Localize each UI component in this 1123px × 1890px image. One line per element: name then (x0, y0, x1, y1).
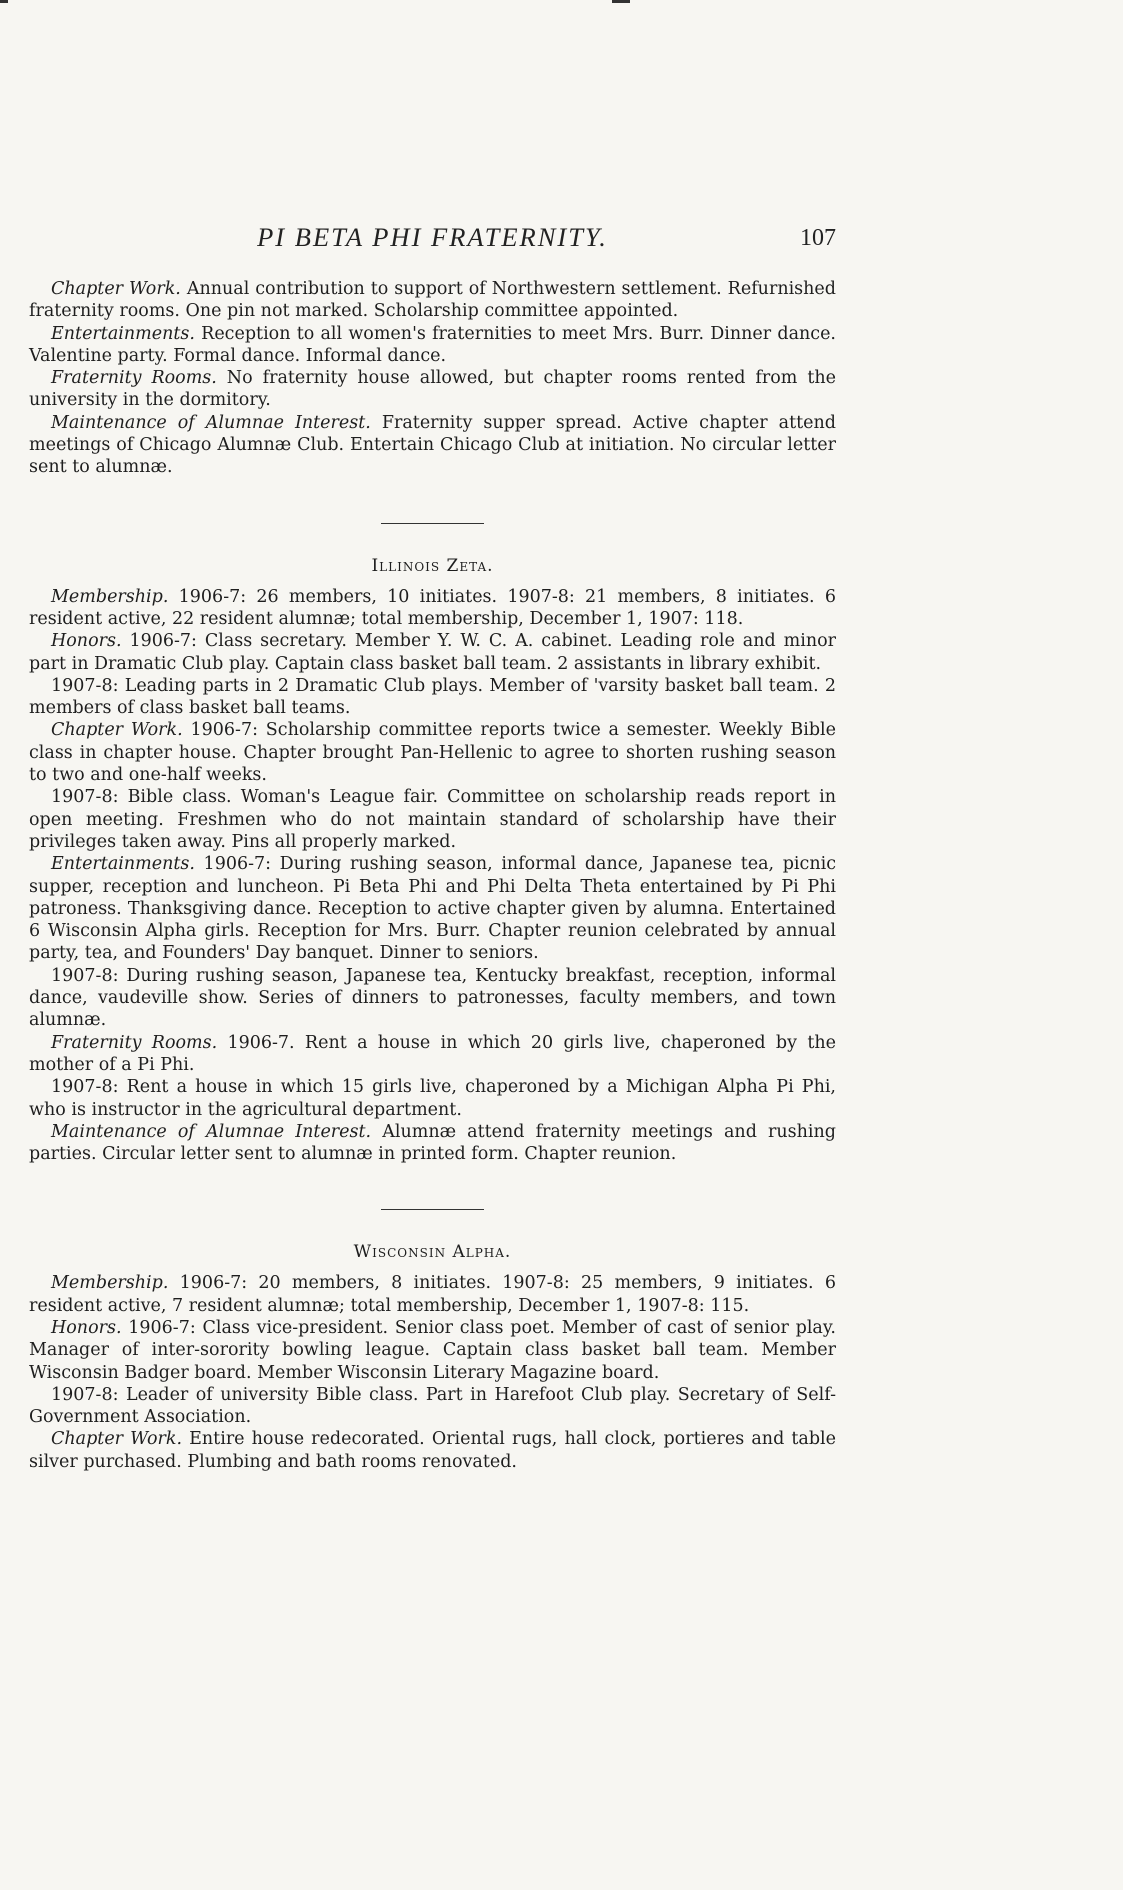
paragraph-text: 1906-7: 26 members, 10 initiates. 1907-8: 21 members, 8 initiates. 6 resident active, 22 resident alumnæ; total membership, December 1, 1907: 118. (29, 586, 836, 629)
section-divider (381, 1209, 484, 1210)
paragraph-text: Entire house redecorated. Oriental rugs, hall clock, portieres and table silver purchased. Plumbing and bath rooms renovated. (29, 1429, 836, 1472)
page-number: 107 (800, 225, 836, 251)
paragraph-label: Membership. (51, 1273, 169, 1294)
section-divider (381, 523, 484, 524)
paragraph-text: 1907-8: Rent a house in which 15 girls live, chaperoned by a Michigan Alpha Pi Phi, who is instructor in the agricultural department. (29, 1077, 836, 1120)
paragraph-text: 1906-7. Rent a house in which 20 girls live, chaperoned by the mother of a Pi Phi. (29, 1032, 836, 1075)
paragraph (29, 1121, 836, 1166)
paragraph (29, 1076, 836, 1121)
paragraph-text: No fraternity house allowed, but chapter rooms rented from the university in the dormitory. (29, 368, 837, 411)
paragraph-text: 1906-7: Class vice-president. Senior class poet. Member of cast of senior play. Manager of inter-sorority bowling league. Captain class basket ball team. Member Wisconsin Badger board. Member Wisconsin Literary Magazine board. (29, 1317, 836, 1383)
scan-edge-mark (612, 0, 630, 3)
paragraph-text: 1906-7: Scholarship committee reports twice a semester. Weekly Bible class in chapter house. Chapter brought Pan-Hellenic to agree to shorten rushing season to two and one-half weeks. (29, 720, 836, 786)
paragraph (29, 1428, 836, 1473)
paragraph-label: Honors. (51, 1317, 122, 1338)
paragraph-text: 1907-8: Leader of university Bible class. Part in Harefoot Club play. Secretary of Self-Government Association. (29, 1384, 836, 1428)
page-title: PI BETA PHI FRATERNITY. (257, 222, 608, 252)
running-header (29, 222, 836, 256)
paragraph (29, 1032, 836, 1077)
wisconsin-alpha-section (29, 1272, 836, 1473)
paragraph (29, 965, 836, 1032)
paragraph (29, 367, 836, 412)
paragraph-label: Chapter Work. (51, 279, 181, 299)
paragraph-label: Chapter Work. (51, 720, 183, 741)
paragraph (29, 853, 836, 964)
intro-section (29, 278, 836, 479)
paragraph (29, 1317, 836, 1384)
paragraph (29, 1384, 836, 1429)
paragraph-text: Annual contribution to support of Northwestern settlement. Refurnished fraternity rooms. One pin not marked. Scholarship committee appointed. (29, 279, 836, 322)
section-heading-wisconsin-alpha: Wisconsin Alpha. (353, 1242, 512, 1263)
paragraph-text: 1906-7: 20 members, 8 initiates. 1907-8: 25 members, 9 initiates. 6 resident active, 7 resident alumnæ; total membership, December 1, 1907-8: 115. (29, 1273, 836, 1316)
paragraph-label: Honors. (51, 631, 122, 652)
paragraph-text: Reception to all women's fraternities to meet Mrs. Burr. Dinner dance. Valentine party. Formal dance. Informal dance. (29, 323, 836, 366)
section-heading-illinois-zeta: Illinois Zeta. (371, 555, 494, 576)
paragraph-label: Maintenance of Alumnae Interest. (51, 1121, 372, 1142)
paragraph-text: 1906-7: During rushing season, informal dance, Japanese tea, picnic supper, reception and luncheon. Pi Beta Phi and Phi Delta Theta entertained by Pi Phi patroness. Thanksgiving dance. Reception to active chapter given by alumna. Entertained 6 Wisconsin Alpha girls. Reception for Mrs. Burr. Chapter reunion celebrated by annual party, tea, and Founders' Day banquet. Dinner to seniors. (29, 854, 836, 964)
book-page (29, 222, 836, 1473)
paragraph (29, 630, 836, 675)
paragraph (29, 719, 836, 786)
paragraph-text: 1906-7: Class secretary. Member Y. W. C. A. cabinet. Leading role and minor part in Dramatic Club play. Captain class basket ball team. 2 assistants in library exhibit. (29, 631, 836, 674)
paragraph (29, 1272, 836, 1317)
paragraph-label: Fraternity Rooms. (51, 368, 217, 389)
paragraph-text: 1907-8: Leading parts in 2 Dramatic Club plays. Member of 'varsity basket ball team. 2 members of class basket ball teams. (29, 675, 836, 719)
paragraph-label: Entertainments. (51, 854, 195, 875)
paragraph-label: Maintenance of Alumnae Interest. (51, 412, 371, 433)
paragraph (29, 323, 836, 368)
paragraph-label: Entertainments. (51, 323, 195, 344)
paragraph (29, 278, 836, 323)
paragraph (29, 586, 836, 631)
illinois-zeta-section (29, 586, 836, 1166)
paragraph (29, 412, 836, 479)
paragraph-label: Membership. (51, 586, 169, 607)
scan-edge-mark (0, 0, 8, 3)
paragraph-label: Fraternity Rooms. (51, 1032, 218, 1053)
paragraph-text: 1907-8: During rushing season, Japanese tea, Kentucky breakfast, reception, informal dance, vaudeville show. Series of dinners to patronesses, faculty members, and town alumnæ. (29, 965, 836, 1031)
paragraph-text: Fraternity supper spread. Active chapter attend meetings of Chicago Alumnæ Club. Entertain Chicago Club at initiation. No circular letter sent to alumnæ. (29, 412, 836, 478)
paragraph-text: 1907-8: Bible class. Woman's League fair. Committee on scholarship reads report in open meeting. Freshmen who do not maintain standard of scholarship have their privileges taken away. Pins all properly marked. (29, 787, 836, 852)
paragraph (29, 786, 836, 853)
paragraph (29, 675, 836, 720)
paragraph-text: Alumnæ attend fraternity meetings and rushing parties. Circular letter sent to alumnæ in printed form. Chapter reunion. (29, 1121, 836, 1165)
paragraph-label: Chapter Work. (51, 1429, 183, 1450)
